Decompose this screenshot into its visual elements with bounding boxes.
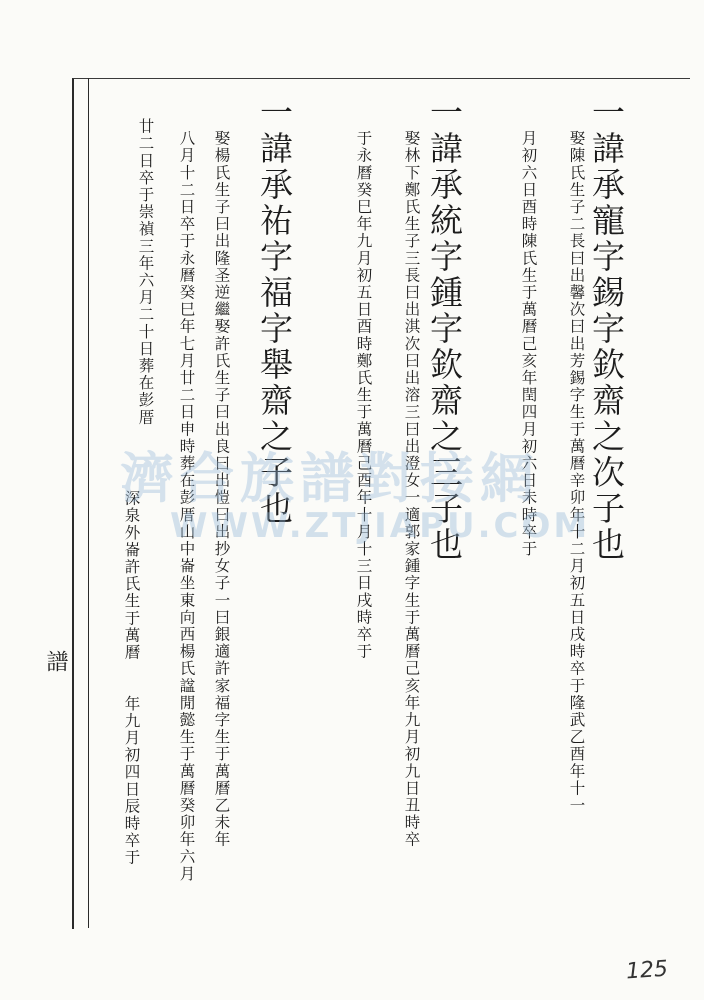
entry-2-line-2: 于永曆癸巳年九月初五日酉時鄭氏生于萬曆己酉年十月十三日戌時卒于 (354, 130, 373, 661)
entry-3-line-3: 廿二日卒于崇禎三年六月二十日葬在彭厝 (136, 118, 155, 426)
entry-1-line-1: 娶陳氏生子二長曰出馨次曰出芳錫字生于萬曆辛卯年十二月初五日戌時卒于隆武乙酉年十一 (567, 130, 586, 814)
entry-heading-1: 一諱承寵字錫字欽齋之次子也 (587, 95, 626, 563)
margin-mark: 譜 (43, 650, 68, 672)
entry-1-line-2: 月初六日酉時陳氏生于萬曆己亥年閏四月初六日未時卒于 (519, 130, 538, 558)
entry-heading-2: 一諱承統字鍾字欽齋之三子也 (425, 95, 464, 563)
entry-2-line-1: 娶林下鄭氏生子三長曰出淇次曰出溶三曰出澄女一適郭家鍾字生于萬曆己亥年九月初九日丑時卒 (402, 130, 421, 849)
entry-3-line-2: 八月十二日卒于永曆癸巳年七月廿二日申時葬在彭厝山中崙坐東向西楊氏諡閒懿生于萬曆癸卯年六月 (177, 130, 196, 883)
watermark-url: WWW.ZTJIAPU.COM (170, 506, 591, 546)
watermark-text: 濟合族譜對接網 (120, 447, 540, 510)
page-number: 125 (625, 956, 669, 985)
entry-3-line-4: 深泉外崙許氏生于萬曆 年九月初四日辰時卒于 (122, 490, 141, 867)
margin-rule (88, 78, 89, 928)
entry-3-line-1: 娶楊氏生子曰出隆圣逆繼娶許氏生子曰出良曰出愷曰出抄女子一曰銀適許家福字生于萬曆乙未年 (212, 130, 231, 849)
entry-heading-3: 一諱承祐字福字舉齋之子也 (255, 95, 294, 527)
